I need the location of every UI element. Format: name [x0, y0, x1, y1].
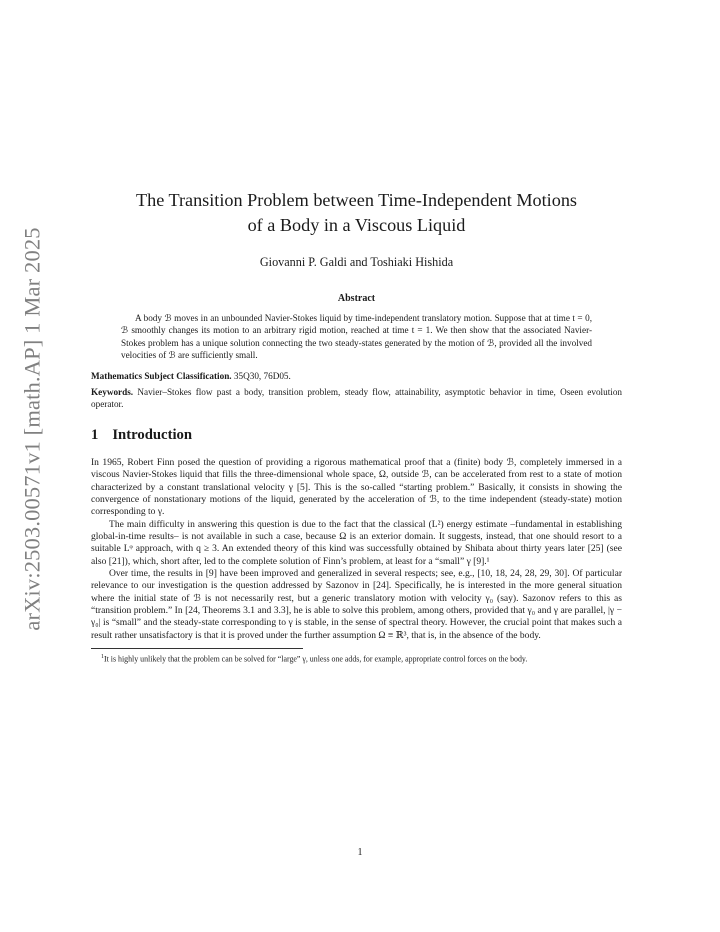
abstract-heading: Abstract — [337, 293, 376, 304]
keywords-value: Navier–Stokes flow past a body, transition problem, steady flow, attainability, asymptotic behavior in time, Oseen evolution operator. — [91, 387, 623, 410]
intro-paragraph-1: In 1965, Robert Finn posed the question of providing a rigorous mathematical proof that a (finite) body ℬ, completely immersed in a viscous Navier-Stokes liquid that fills the three-dimensional whole space, Ω, outside ℬ, can be accelerated from rest to a state of motion characterized by a constant translational velocity γ [5]. This is the so-called “starting problem.” Basically, it consists in showing the convergence of nonstationary motions of the liquid, generated by the acceleration of ℬ, to the time independent (steady-state) motion corresponding to γ. — [91, 456, 622, 518]
footnote-mark: 1 — [101, 654, 104, 660]
footnote-text: It is highly unlikely that the problem can be solved for “large” γ, unless one adds, for example, appropriate control forces on the body. — [104, 654, 528, 664]
paper-title-line-1: The Transition Problem between Time-Independent Motions — [135, 190, 578, 210]
arxiv-identifier-stamp — [10, 214, 56, 644]
section-number: 1 — [91, 426, 99, 443]
footnote — [91, 652, 622, 665]
footnote-divider — [91, 648, 303, 649]
paper-title — [91, 188, 622, 238]
keywords-line — [91, 386, 622, 411]
section-title: Introduction — [112, 426, 193, 443]
page-number: 1 — [357, 847, 363, 858]
paper-page — [91, 188, 622, 665]
intro-paragraph-3: Over time, the results in [9] have been improved and generalized in several respects; see, e.g., [10, 18, 24, 28, 29, 30]. Of particular relevance to our investigation is the question addressed by Sazonov in [24]. Specifically, he is interested in the more general situation where the initial state of ℬ is not necessarily rest, but a generic translatory motion with velocity γ₀ (say). Sazonov refers to this as “transition problem.” In [24, Theorems 3.1 and 3.3], he is able to solve this problem, among others, provided that γ₀ and γ are parallel, |γ − γ₀| is “small” and the steady-state corresponding to γ is stable, in the sense of spectral theory. However, the crucial point that makes such a result rather unsatisfactory is that it is proved under the further assumption Ω ≡ ℝ³, that is, in the absence of the body. — [91, 567, 622, 641]
keywords-label: Keywords. — [91, 387, 134, 398]
intro-paragraph-2: The main difficulty in answering this question is due to the fact that the classical (L²) energy estimate –fundamental in establishing global-in-time results– is not available in such a case, because Ω is an exterior domain. It suggests, instead, that one should resort to a suitable Lᵠ approach, with q ≥ 3. An extended theory of this kind was successfully obtained by Shibata about thirty years later [25] (see also [21]), which, short after, led to the complete solution of Finn’s problem, at least for a “small” γ [9].¹ — [91, 518, 622, 567]
msc-value: 35Q30, 76D05. — [233, 370, 291, 381]
section-heading-introduction — [91, 427, 622, 444]
msc-line — [91, 370, 622, 382]
abstract-text: A body ℬ moves in an unbounded Navier-Stokes liquid by time-independent translatory motion. Suppose that at time t = 0, ℬ smoothly changes its motion to an arbitrary rigid motion, reached at time t = 1. We then show that the associated Navier-Stokes problem has a unique solution connecting the two steady-states generated by the motion of ℬ, provided all the involved velocities of ℬ are sufficiently small. — [121, 313, 592, 361]
msc-label: Mathematics Subject Classification. — [91, 370, 232, 381]
arxiv-identifier-text: arXiv:2503.00571v1 [math.AP] 1 Mar 2025 — [20, 227, 45, 631]
paper-authors: Giovanni P. Galdi and Toshiaki Hishida — [259, 255, 454, 269]
paper-title-line-2: of a Body in a Viscous Liquid — [247, 215, 466, 235]
